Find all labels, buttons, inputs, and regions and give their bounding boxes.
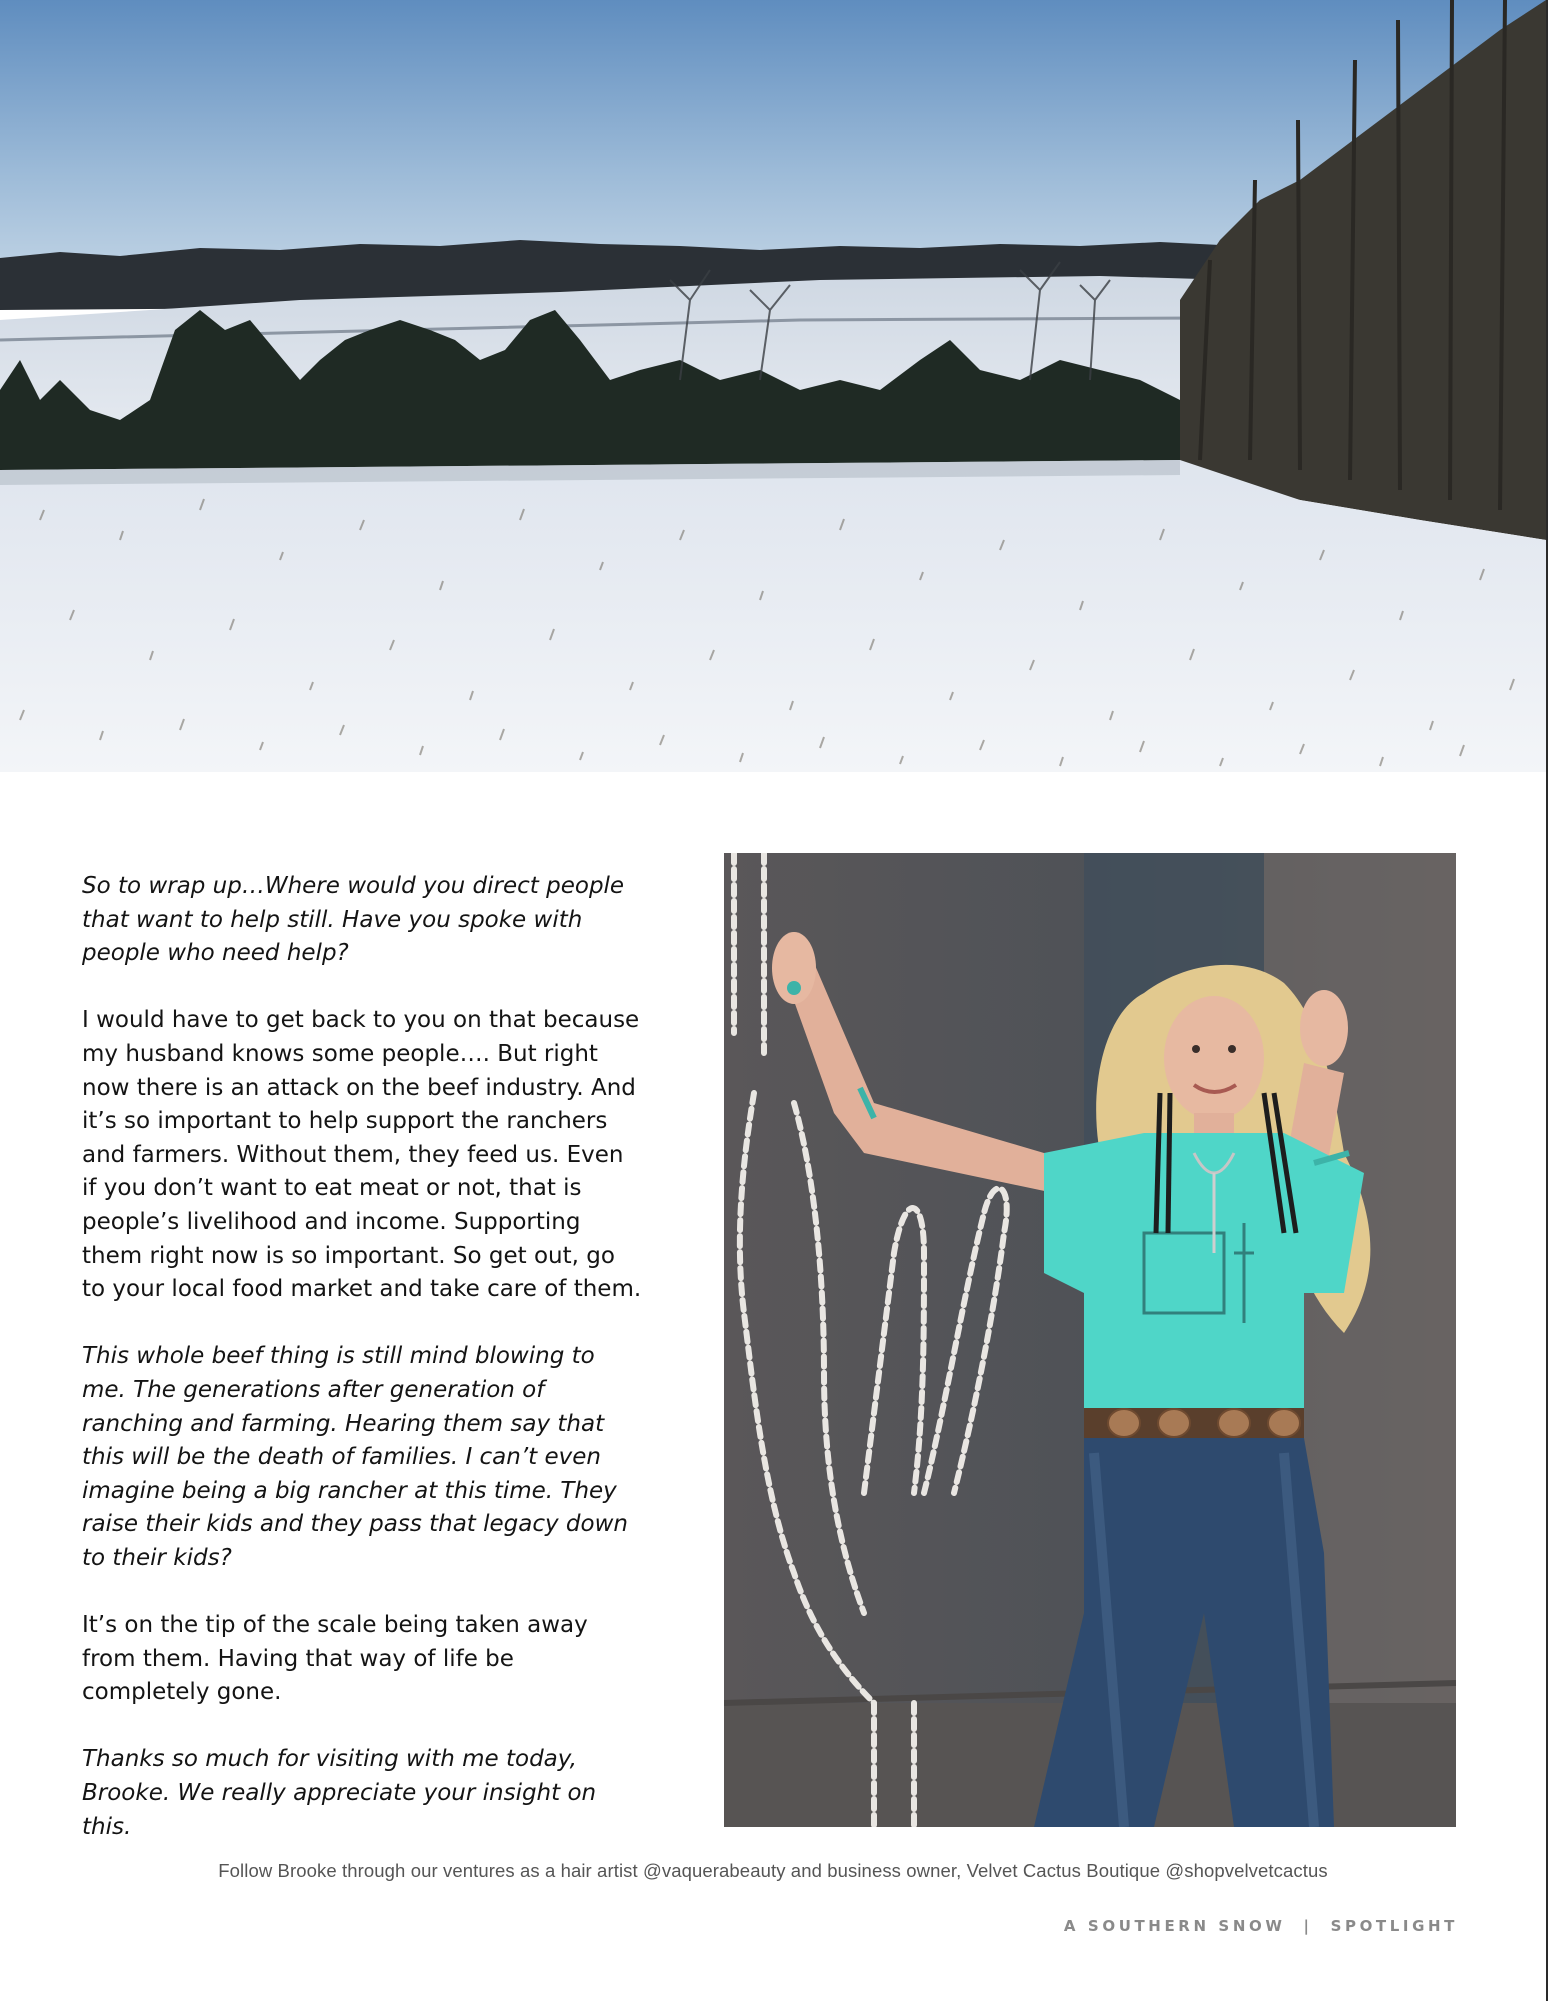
snowy-landscape-illustration: [0, 0, 1546, 772]
interview-question: So to wrap up…Where would you direct people that want to help still. Have you spoke with people who need help?: [82, 873, 625, 967]
article-body: [82, 870, 642, 1878]
footer-separator: |: [1303, 1917, 1313, 1935]
portrait-photo: [724, 853, 1456, 1827]
portrait-illustration: [724, 853, 1456, 1827]
page-footer: [1064, 1917, 1458, 1935]
snowy-landscape-photo: [0, 0, 1546, 772]
photo-caption: Follow Brooke through our ventures as a hair artist @vaquerabeauty and business owner, Velvet Cactus Boutique @shopvelvetcactus: [218, 1860, 1328, 1881]
publication-name: A SOUTHERN SNOW: [1063, 1917, 1286, 1935]
interview-answer: I would have to get back to you on that because my husband knows some people…. But right now there is an attack on the beef industry. And it’s so important to help support the ranchers and farmers. Without them, they feed us. Even if you don’t want to eat meat or not, that is people’s livelihood and income. Supporting them right now is so important. So get out, go to your local food market and take care of them.: [82, 1007, 642, 1303]
section-name: SPOTLIGHT: [1330, 1917, 1458, 1935]
interview-closing: Thanks so much for visiting with me today, Brooke. We really appreciate your insight on this.: [82, 1746, 597, 1840]
interview-answer: It’s on the tip of the scale being taken away from them. Having that way of life be completely gone.: [82, 1612, 588, 1706]
interview-question: This whole beef thing is still mind blowing to me. The generations after generation of ranching and farming. Hearing them say that this will be the death of families. I can’t even imagine being a big rancher at this time. They raise their kids and they pass that legacy down to their kids?: [82, 1343, 628, 1571]
